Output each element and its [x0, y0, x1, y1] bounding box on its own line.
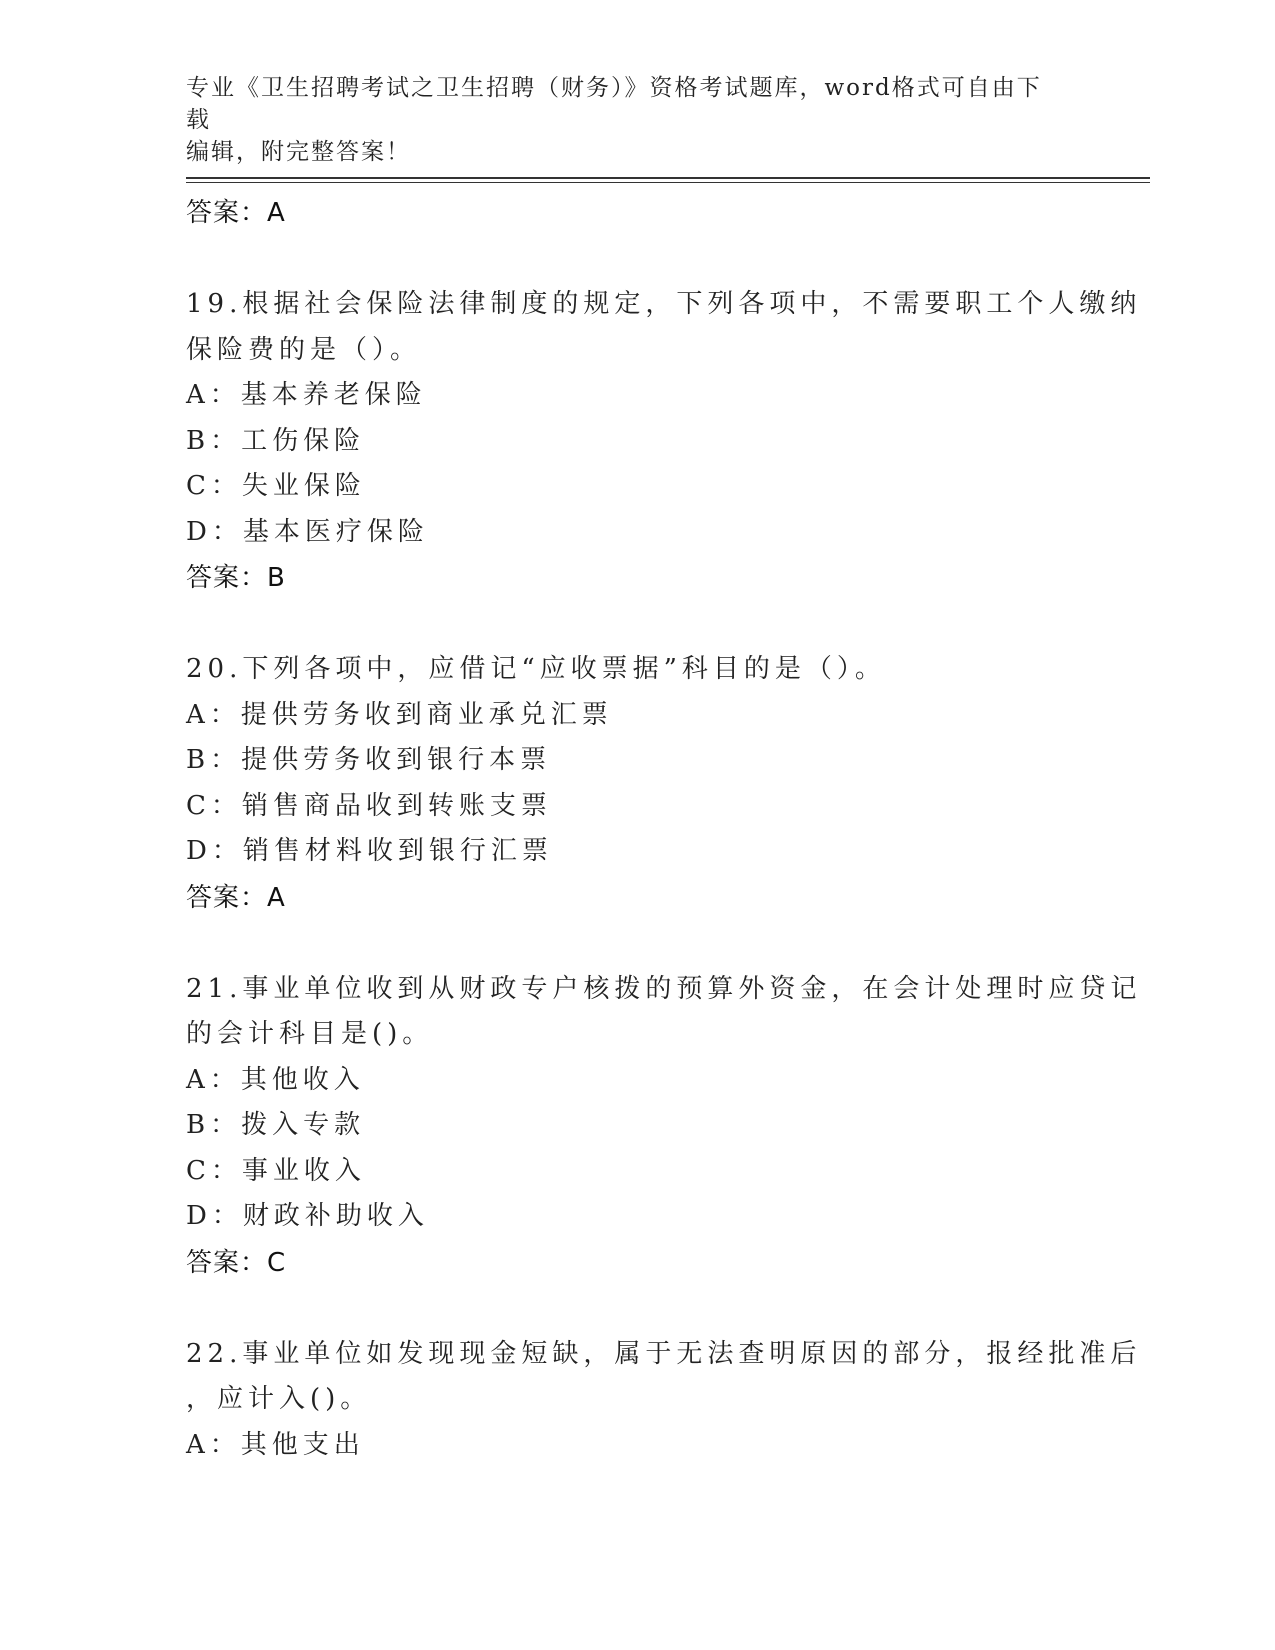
header-line-2: 编辑，附完整答案！ — [186, 139, 411, 165]
option-b: B：工伤保险 — [186, 425, 366, 456]
question-stem: 19.根据社会保险法律制度的规定，下列各项中，不需要职工个人缴纳 — [186, 289, 1142, 319]
header-divider-thin — [186, 182, 1150, 183]
option-a: A：其他支出 — [186, 1429, 365, 1460]
question-stem-continued: 保险费的是（）。 — [186, 334, 422, 365]
answer-line: 答案：A — [186, 882, 286, 913]
answer-line: 答案：B — [186, 563, 286, 593]
question-block — [186, 967, 1142, 1286]
question-stem: 20.下列各项中，应借记“应收票据”科目的是（）。 — [186, 654, 886, 684]
question-stem: 22.事业单位如发现现金短缺，属于无法查明原因的部分，报经批准后 — [186, 1338, 1142, 1369]
header-divider-thick — [186, 177, 1150, 179]
option-a: A：基本养老保险 — [186, 380, 427, 410]
option-d: D：基本医疗保险 — [186, 516, 429, 547]
option-c: C：销售商品收到转账支票 — [186, 790, 552, 821]
question-block — [186, 282, 1142, 601]
option-b: B：拨入专款 — [186, 1110, 366, 1140]
header-line-1: 专业《卫生招聘考试之卫生招聘（财务）》资格考试题库，word格式可自由下载 — [186, 75, 1042, 133]
answer-line: 答案：C — [186, 1247, 287, 1278]
option-c: C：事业收入 — [186, 1155, 366, 1186]
question-block — [186, 1332, 1142, 1469]
document-body — [186, 190, 1142, 1468]
option-a: A：提供劳务收到商业承兑汇票 — [186, 699, 613, 730]
question-block — [186, 647, 1086, 921]
option-d: D：销售材料收到银行汇票 — [186, 836, 553, 866]
option-b: B：提供劳务收到银行本票 — [186, 745, 552, 775]
answer-line: 答案：A — [186, 198, 286, 228]
question-stem: 21.事业单位收到从财政专户核拨的预算外资金，在会计处理时应贷记 — [186, 973, 1142, 1004]
option-c: C：失业保险 — [186, 471, 366, 501]
option-a: A：其他收入 — [186, 1064, 365, 1095]
option-d: D：财政补助收入 — [186, 1201, 429, 1231]
document-header — [186, 72, 1066, 168]
question-stem-continued: 的会计科目是()。 — [186, 1019, 434, 1049]
question-stem-continued: ，应计入()。 — [186, 1384, 372, 1414]
